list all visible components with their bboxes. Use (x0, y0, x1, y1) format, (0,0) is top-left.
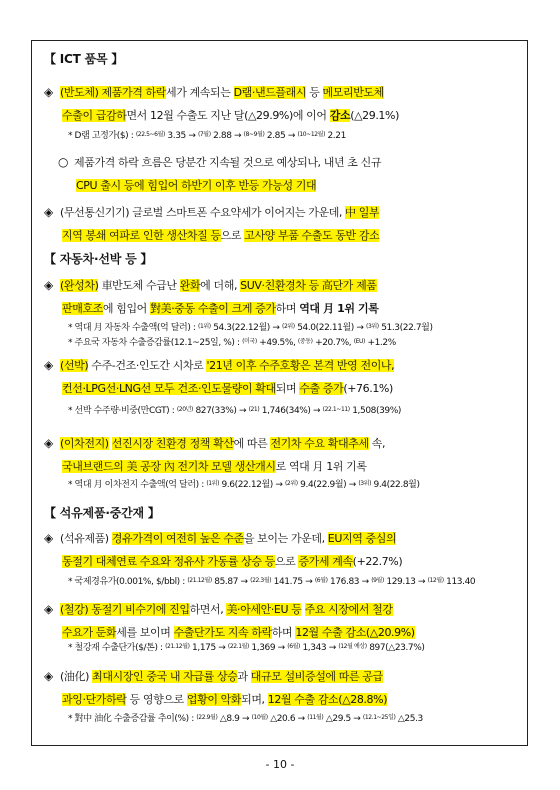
arrow-icon: → (287, 131, 295, 141)
arrow-icon: → (188, 131, 196, 141)
note-ship-orders: * 선박 수주량·비중(만CGT) : $^{(20년)}$ 827(33%) → $^{(21)}$ 1,746(34%) → $^{(22.1\sim 11)}$ 1,508(39%) (68, 406, 402, 416)
paragraph-petroleum: ◈ (석유제품) 경유가격이 여전히 높은 수준을 보이는 가운데, EU지역 중심의 동절기 대체연료 수요와 정유사 가동률 상승 등으로 증가세 계속(+22.7%) (44, 526, 520, 574)
diamond-bullet-icon: ◈ (44, 531, 53, 545)
diamond-bullet-icon: ◈ (44, 602, 53, 616)
note-china-petrochem-growth: * 對中 油化 수출증감률 추이(%) : $^{(22.9월)}$ △8.9 → $^{(10월)}$ △20.6 → $^{(11월)}$ △29.5 → $^{(12.1\sim 25일)}$ △25.3 (68, 714, 423, 724)
page-number: - 10 - (265, 758, 295, 771)
section-header-auto: 【 자동차·선박 등 】 (44, 252, 153, 266)
section-header-ict: 【 ICT 품목 】 (44, 52, 124, 66)
arrow-icon: → (277, 643, 285, 653)
arrow-icon: → (348, 480, 356, 490)
note-dram-price: * D램 고정가($) : $^{(22.5\sim 6월)}$ 3.35 → $^{(7월)}$ 2.88 → $^{(8\sim 9월)}$ 2.85 → $^{(10\sim 12월)}$ 2.21 (68, 131, 346, 141)
arrow-icon: → (328, 643, 336, 653)
paragraph-price-outlook: ○ 제품가격 하락 흐름은 당분간 지속될 것으로 예상되나, 내년 초 신규 CPU 출시 등에 힘입어 하반기 이후 반등 가능성 기대 (58, 150, 518, 198)
arrow-icon: → (275, 480, 283, 490)
section-header-petro: 【 석유제품·중간재 】 (44, 506, 160, 520)
arrow-icon: → (238, 406, 247, 416)
diamond-bullet-icon: ◈ (44, 436, 53, 450)
note-steel-price: * 철강재 수출단가($/톤) : $^{(21.12월)}$ 1,175 → $^{(22.1월)}$ 1,369 → $^{(6월)}$ 1,343 → $^{(12월 예상)}$ 897(△23.7%) (68, 643, 425, 653)
paragraph-batteries: ◈ (이차전지) 선진시장 친환경 정책 확산에 따른 전기차 수요 확대추세 속, 국내브랜드의 美 공장 內 전기차 모델 생산개시로 역대 月 1위 기록 (44, 431, 520, 479)
arrow-icon: → (240, 577, 248, 587)
diamond-bullet-icon: ◈ (44, 205, 53, 219)
arrow-icon: → (361, 577, 369, 587)
diamond-bullet-icon: ◈ (44, 669, 53, 683)
paragraph-ships: ◈ (선박) 수주-건조·인도간 시차로 '21년 이후 수주호황은 본격 반영 전이나, 컨선·LPG선·LNG선 모두 건조·인도물량이 확대되며 수출 증가(+76.1%) (44, 353, 520, 401)
paragraph-wireless: ◈ (무선통신기기) 글로벌 스마트폰 수요약세가 이어지는 가운데, 中 일부 지역 봉쇄 여파로 인한 생산차질 등으로 고사양 부품 수출도 동반 감소 (44, 200, 520, 248)
paragraph-petrochemical: ◈ (油化) 최대시장인 중국 내 자급률 상승과 대규모 설비증설에 따른 공급 과잉·단가하락 등 영향으로 업황이 악화되며, 12월 수출 감소(△28.8%) (44, 664, 520, 712)
arrow-icon: → (218, 643, 226, 653)
arrow-icon: → (313, 406, 321, 416)
paragraph-steel: ◈ (철강) 동절기 비수기에 진입하면서, 美·아세안·EU 등 주요 시장에서 철강 수요가 둔화세를 보이며 수출단가도 지속 하락하며 12월 수출 감소(△20.9%) (44, 597, 520, 645)
paragraph-cars: ◈ (완성차) 車반도체 수급난 완화에 더해, SUV·친환경차 등 高단가 제품 판매호조에 힘입어 對美·중동 수출이 크게 증가하며 역대 月 1위 기록 (44, 273, 520, 321)
arrow-icon: → (241, 714, 250, 724)
arrow-icon: → (305, 577, 313, 587)
arrow-icon: → (234, 131, 242, 141)
note-battery-export-record: * 역대 月 이차전지 수출액(억 달러) : $^{(1위)}$ 9.6(22.12월) → $^{(2위)}$ 9.4(22.9월) → $^{(3위)}$ 9.4(22.8월) (68, 480, 420, 490)
arrow-icon: → (272, 323, 280, 333)
note-car-export-record: * 역대 月 자동차 수출액(억 달러) : $^{(1위)}$ 54.3(22.12월) → $^{(2위)}$ 54.0(22.11월) → $^{(3위)}$ 51.3(22.7월) (68, 323, 433, 333)
diamond-bullet-icon: ◈ (44, 278, 53, 292)
circle-bullet-icon: ○ (58, 155, 69, 169)
arrow-icon: → (353, 714, 361, 724)
arrow-icon: → (356, 323, 364, 333)
paragraph-semiconductor: ◈ (반도체) 제품가격 하락세가 계속되는 D램·낸드플래시 등 메모리반도체 수출이 급감하면서 12월 수출도 지난 달(△29.9%)에 이어 감소(△29.1%) (44, 80, 520, 128)
diamond-bullet-icon: ◈ (44, 85, 53, 99)
note-car-export-growth: * 주요국 자동차 수출증감률(12.1~25일, %) : $^{(미국)}$ +49.5%, $^{(중동)}$ +20.7%, $^{(EU)}$ +1.2% (68, 338, 396, 348)
arrow-icon: → (417, 577, 426, 587)
arrow-icon: → (297, 714, 305, 724)
note-diesel-price: * 국제경유가(0.001%, $/bbl) : $^{(21.12월)}$ 85.87 → $^{(22.3월)}$ 141.75 → $^{(6월)}$ 176.83 → $^{(9월)}$ 129.13 → $^{(12월)}$ 113.40 (68, 577, 476, 587)
diamond-bullet-icon: ◈ (44, 358, 53, 372)
